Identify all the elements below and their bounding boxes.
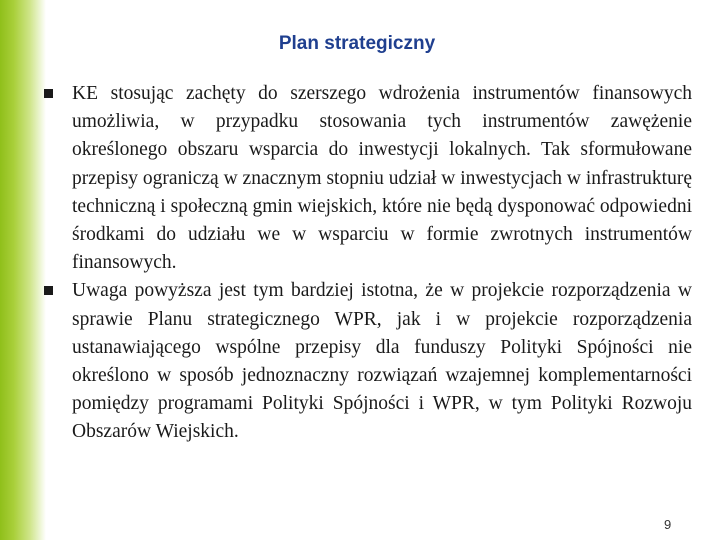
bullet-text: KE stosując zachęty do szerszego wdrożenia instrumentów finansowych umożliwia, w przypadku stosowania tych instrumentów zawężenie określonego obszaru wsparcia do inwestycji lokalnych. Tak sformułowane przepisy ograniczą w znacznym stopniu udział w inwestycjach w infrastrukturę techniczną i społeczną gmin wiejskich, które nie będą dysponować odpowiedni środkami do udziału we w wsparciu w formie zwrotnych instrumentów finansowych. [72, 83, 692, 274]
page-number: 9 [664, 517, 672, 532]
bullet-item [44, 277, 692, 446]
decorative-side-bar [0, 0, 46, 540]
bullet-text: Uwaga powyższa jest tym bardziej istotna, że w projekcie rozporządzenia w sprawie Planu strategicznego WPR, jak i w projekcie rozporządzenia ustanawiającego wspólne przepisy dla funduszy Polityki Spójności nie określono w sposób jednoznaczny rozwiązań wzajemnej komplementarności pomiędzy programami Polityki Spójności i WPR, w tym Polityki Rozwoju Obszarów Wiejskich. [72, 280, 692, 443]
slide-content [44, 80, 692, 447]
slide-title [0, 33, 720, 55]
square-bullet-icon [44, 89, 53, 98]
bullet-item [44, 80, 692, 277]
square-bullet-icon [44, 286, 53, 295]
slide-title-text: Plan strategiczny [278, 33, 436, 54]
